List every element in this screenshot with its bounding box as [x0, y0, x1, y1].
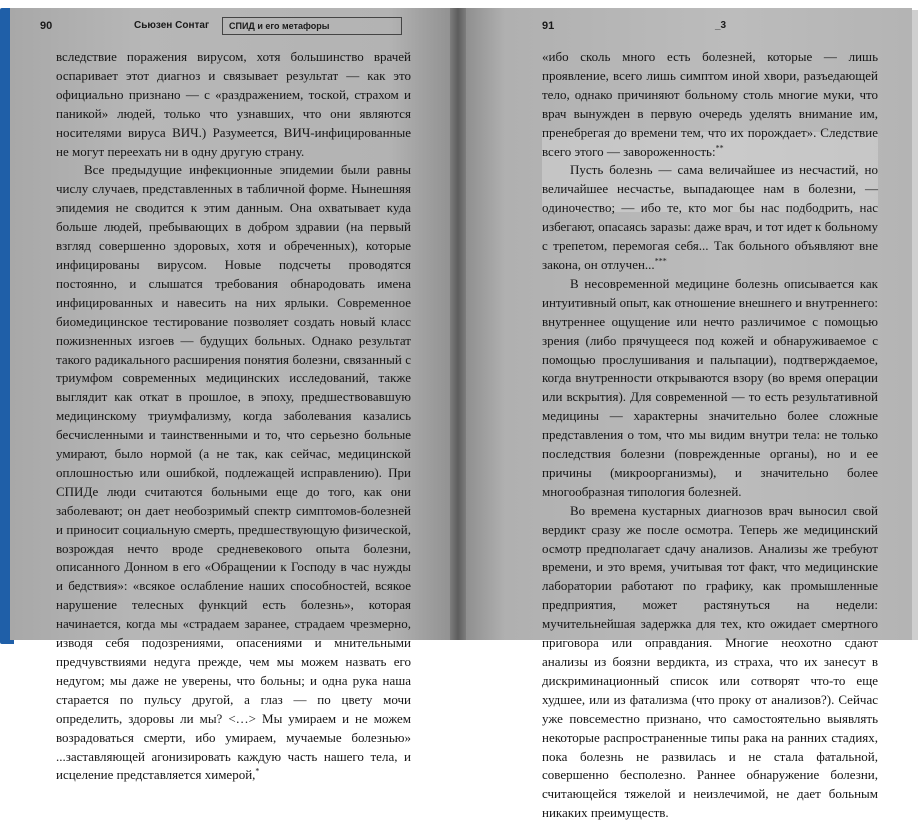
footnote-mark: ***: [654, 256, 667, 266]
quote-text: Пусть болезнь — сама величайшее из несчастий, но величайшее несчастье, выпадающее нам в болезни, — одиночество; — ибо те, кто мог бы нас подбодрить, нас избегают, опасаясь заразы: даже врач, и тот идет к больному с трепетом, перемогая себя... Так больного объявляют вне закона, он отлучен...: [542, 162, 878, 272]
paragraph: [542, 48, 878, 161]
footnote-mark: *: [255, 767, 260, 777]
left-page-text: [56, 48, 411, 785]
running-title: СПИД и его метафоры: [222, 17, 402, 35]
block-quote: [542, 161, 878, 274]
book-gutter: [450, 8, 466, 640]
right-corner-mark: _3: [715, 20, 727, 31]
right-page-number: 91: [542, 20, 555, 32]
right-page-text: [542, 48, 878, 823]
paragraph: Во времена кустарных диагнозов врач выносил свой вердикт сразу же после осмотра. Теперь же медицинский осмотр предполагает сдачу анализов. Анализы же требуют времени, и это время, учитывая тот факт, что медицинские лаборатории работают по графику, как промышленные предприятия, может растянуться на недели: мучительнейшая задержка для тех, кто ожидает смертного приговора или оправдания. Многие неохотно сдают анализы из боязни вердикта, из страха, что их занесут в дискриминационный список или сотворят что-то еще худшее, или из фатализма (что проку от анализов?). Сейчас уже повсеместно признано, что самостоятельно выявлять некоторые распространенные типы рака на ранних стадиях, пока болезнь не развилась и не стала фатальной, совершенно бесполезно. Раннее обнаружение болезни, считающейся тяжелой и неизлечимой, не дает больным никаких преимуществ.: [542, 502, 878, 821]
paragraph-text: Все предыдущие инфекционные эпидемии были равны числу случаев, представленных в табличной форме. Нынешняя эпидемия не сводится к этим данным. Она охватывает куда больше людей, пребывающих в добром здравии (на первый взгляд совершенно здоровых, хотя и обреченных), которые инфицированы вирусом. Новые подсчеты проводятся постоянно, и слышатся требования обнародовать имена инфицированных и навесить на них ярлыки. Современное биомедицинское тестирование позволяет создать новый класс пожизненных изгоев — будущих больных. Однако результат такого радикального расширения понятия болезни, связанный с триумфом современных медицинских исследований, также выглядит как откат в прошлое, в эпоху, предшествовавшую медицинскому триумфализму, когда заболевания казались бесчисленными и таинственными и то, что серьезно больные умирают, было нормой (а не так, как сейчас, медицинской оплошностью или ошибкой, подлежащей исправлению). При СПИДе люди считаются больными еще до того, как они заболевают; он дает необозримый спектр симптомов-болезней и приносит социальную смерть, предшествующую физической, возрождая нечто вроде средневекового опыта болезни, описанного Донном в его «Обращении к Господу в час нужды и бедствия»: «всякое ослабление наших способностей, всякое нарушение телесных функций есть болезнь», которая начинается, когда мы «страдаем заранее, страдаем чрезмерно, изводя себя подозрениями, опасениями и мнительными предчувствиями недуга прежде, чем мы можем назвать его недугом; мы даже не уверены, что больны; и одна рука наша старается по пульсу другой, а глаз — по цвету мочи определить, здоровы ли мы? <…> Мы умираем и не можем возрадоваться смерти, ибо умираем, мучаемые болезнью» ...заставляющей агонизировать каждую часть нашего тела, и исцеление представляется химерой,: [56, 162, 411, 783]
paragraph: [56, 161, 411, 785]
paragraph-text: «ибо сколь много есть болезней, которые — лишь проявление, всего лишь симптом иной хвори, разъедающей тело, однако причиняют больному столь многие муки, что врач вынужден в первую очередь уделять внимание им, пренебрегая до времени тем, что их порождает». Следствие всего этого — завороженность:: [542, 49, 878, 159]
left-page-number: 90: [40, 20, 53, 32]
paragraph: В несовременной медицине болезнь описывается как интуитивный опыт, как отношение внешнего и внутреннего: внутреннее ощущение или нечто различимое с помощью зрения (либо прячущееся под кожей и обнаруживаемое с помощью прослушивания и пальпации), подтверждаемое, когда внутренности открываются взору (во время операции или вскрытия). Для современной — то есть результативной медицины — характерны значительно более сложные представления о том, что мы видим внутри тела: не только последствия болезни (поврежденные органы), но и ее причины (микроорганизмы), и значительно более многообразная типология болезней.: [542, 275, 878, 499]
author-name: Сьюзен Сонтаг: [134, 20, 210, 31]
footnote-mark: **: [715, 143, 724, 153]
paragraph: вследствие поражения вирусом, хотя большинство врачей оспаривает этот диагноз и связывает результат — как это официально признано — с «раздражением, тоской, страхом и паникой» людей, только что узнавших, что они являются носителями вируса ВИЧ.) Разумеется, ВИЧ-инфицированные не могут переехать ни в одну другую страну.: [56, 49, 411, 159]
